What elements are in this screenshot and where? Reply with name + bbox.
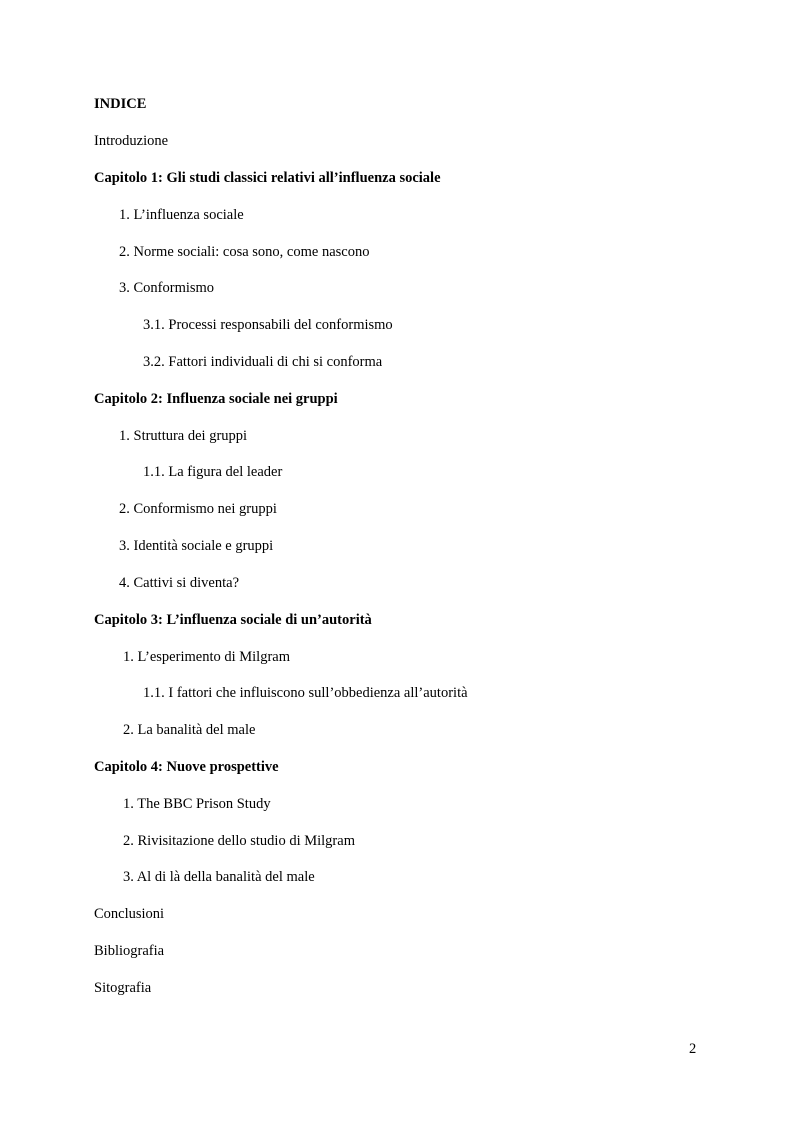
toc-entry-2-2: 2. Conformismo nei gruppi [119, 501, 277, 517]
toc-entry-3-2: 2. La banalità del male [123, 722, 256, 738]
toc-entry-introduction: Introduzione [94, 133, 169, 149]
toc-chapter-1-title: Capitolo 1: Gli studi classici relativi all’influenza sociale [94, 170, 441, 186]
toc-entry-4-2: 2. Rivisitazione dello studio di Milgram [123, 833, 355, 849]
toc-entry-1-1: 1. L’influenza sociale [119, 207, 244, 223]
toc-chapter-4-title: Capitolo 4: Nuove prospettive [94, 759, 279, 775]
toc-entry-2-1: 1. Struttura dei gruppi [119, 428, 248, 444]
toc-chapter-2-title: Capitolo 2: Influenza sociale nei gruppi [94, 391, 338, 407]
page-number: 2 [689, 1041, 697, 1057]
toc-entry-1-3-2: 3.2. Fattori individuali di chi si conforma [143, 354, 383, 370]
toc-entry-3-1: 1. L’esperimento di Milgram [123, 649, 290, 665]
toc-entry-4-3: 3. Al di là della banalità del male [123, 869, 315, 885]
toc-entry-2-4: 4. Cattivi si diventa? [119, 575, 240, 591]
toc-entry-1-3: 3. Conformismo [119, 280, 215, 296]
toc-entry-4-1: 1. The BBC Prison Study [123, 796, 271, 812]
toc-entry-bibliography: Bibliografia [94, 943, 165, 959]
toc-entry-2-3: 3. Identità sociale e gruppi [119, 538, 274, 554]
toc-entry-conclusions: Conclusioni [94, 906, 165, 922]
toc-entry-sitography: Sitografia [94, 980, 152, 996]
toc-entry-1-3-1: 3.1. Processi responsabili del conformismo [143, 317, 393, 333]
toc-chapter-3-title: Capitolo 3: L’influenza sociale di un’autorità [94, 612, 372, 628]
toc-title: INDICE [94, 96, 147, 112]
toc-entry-1-2: 2. Norme sociali: cosa sono, come nascono [119, 244, 370, 260]
toc-entry-3-1-1: 1.1. I fattori che influiscono sull’obbedienza all’autorità [143, 685, 468, 701]
toc-entry-2-1-1: 1.1. La figura del leader [143, 464, 283, 480]
